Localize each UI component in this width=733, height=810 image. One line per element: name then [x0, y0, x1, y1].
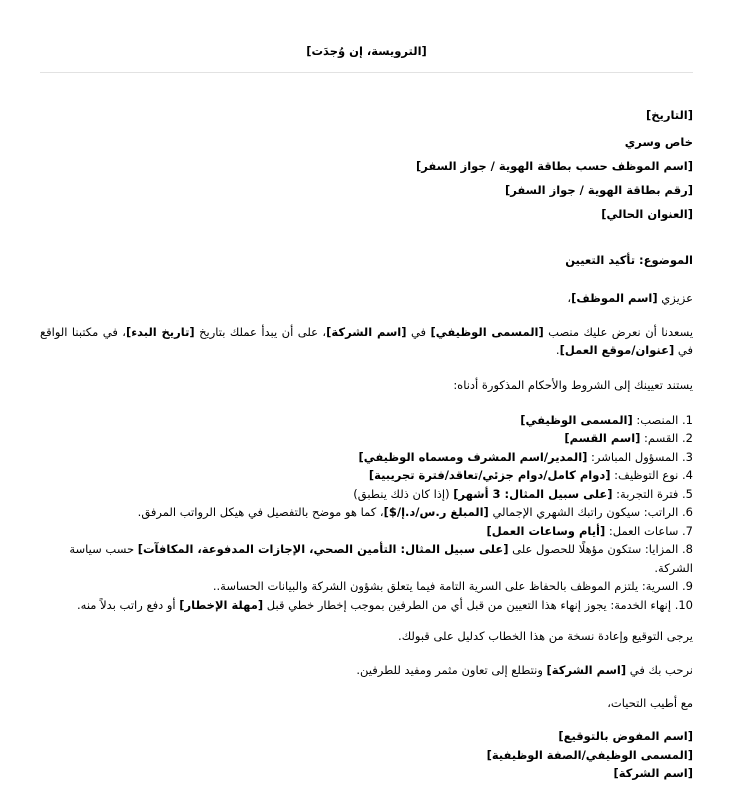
welcome-line: نرحب بك في [اسم الشركة] ونتطلع إلى تعاون مثمر ومفيد للطرفين. [356, 663, 693, 677]
terms-list [40, 411, 693, 615]
signatory-title: [المسمى الوظيفي/الصفة الوظيفية] [486, 747, 693, 762]
signature-block [40, 727, 693, 783]
greeting-line: عزيزي [اسم الموظف]، [567, 290, 693, 305]
term-item: 2. القسم: [اسم القسم] [564, 431, 693, 445]
recipient-id-line: [رقم بطاقة الهوية / جواز السفر] [504, 183, 693, 197]
signature-request-line: يرجى التوقيع وإعادة نسخة من هذا الخطاب كدليل على قبولك. [398, 629, 693, 643]
letterhead-placeholder: [الترويسة، إن وُجدَت] [306, 44, 427, 58]
term-item: 6. الراتب: سيكون راتبك الشهري الإجمالي [المبلغ ر.س/د.إ/$]، كما هو موضح بالتفصيل في هيكل الرواتب المرفق. [137, 505, 693, 519]
intro-paragraph: يسعدنا أن نعرض عليك منصب [المسمى الوظيفي] في [اسم الشركة]، على أن يبدأ عملك بتاريخ [تاريخ البدء]، في مكتبنا الواقع في [عنوان/موقع العمل]. [40, 324, 694, 357]
term-item: 3. المسؤول المباشر: [المدير/اسم المشرف ومسماه الوظيفي] [358, 449, 693, 464]
date-placeholder: [التاريخ] [645, 107, 693, 122]
header-divider [40, 72, 693, 73]
term-item: 10. إنهاء الخدمة: يجوز إنهاء هذا التعيين من قبل أي من الطرفين بموجب إخطار خطي قبل [مهلة الإخطار] أو دفع راتب بدلاً منه. [77, 597, 693, 612]
signatory-name: [اسم المفوض بالتوقيع] [558, 729, 693, 743]
term-item: 8. المزايا: ستكون مؤهلًا للحصول على [على سبيل المثال: التأمين الصحي، الإجازات المدفوعة، المكافآت] حسب سياسة الشركة. [69, 542, 693, 575]
signatory-company: [اسم الشركة] [613, 766, 693, 780]
confidential-label: خاص وسري [624, 135, 693, 149]
term-item: 1. المنصب: [المسمى الوظيفي] [520, 412, 693, 427]
term-item: 5. فترة التجربة: [على سبيل المثال: 3 أشهر] (إذا كان ذلك ينطبق) [353, 486, 693, 501]
recipient-name-line: [اسم الموظف حسب بطاقة الهوية / جواز السفر] [415, 159, 693, 173]
terms-intro-line: يستند تعيينك إلى الشروط والأحكام المذكورة أدناه: [453, 377, 693, 392]
term-item: 9. السرية: يلتزم الموظف بالحفاظ على السرية التامة فيما يتعلق بشؤون الشركة والبيانات الحساسة.. [212, 579, 693, 593]
subject-line: الموضوع: تأكيد التعيين [565, 252, 693, 267]
term-item: 4. نوع التوظيف: [دوام كامل/دوام جزئي/تعاقد/فترة تجريبية] [368, 468, 693, 482]
recipient-address-line: [العنوان الحالي] [601, 207, 693, 221]
term-item: 7. ساعات العمل: [أيام وساعات العمل] [486, 523, 693, 538]
letter-page [0, 42, 733, 810]
closing-salutation: مع أطيب التحيات، [607, 696, 693, 710]
